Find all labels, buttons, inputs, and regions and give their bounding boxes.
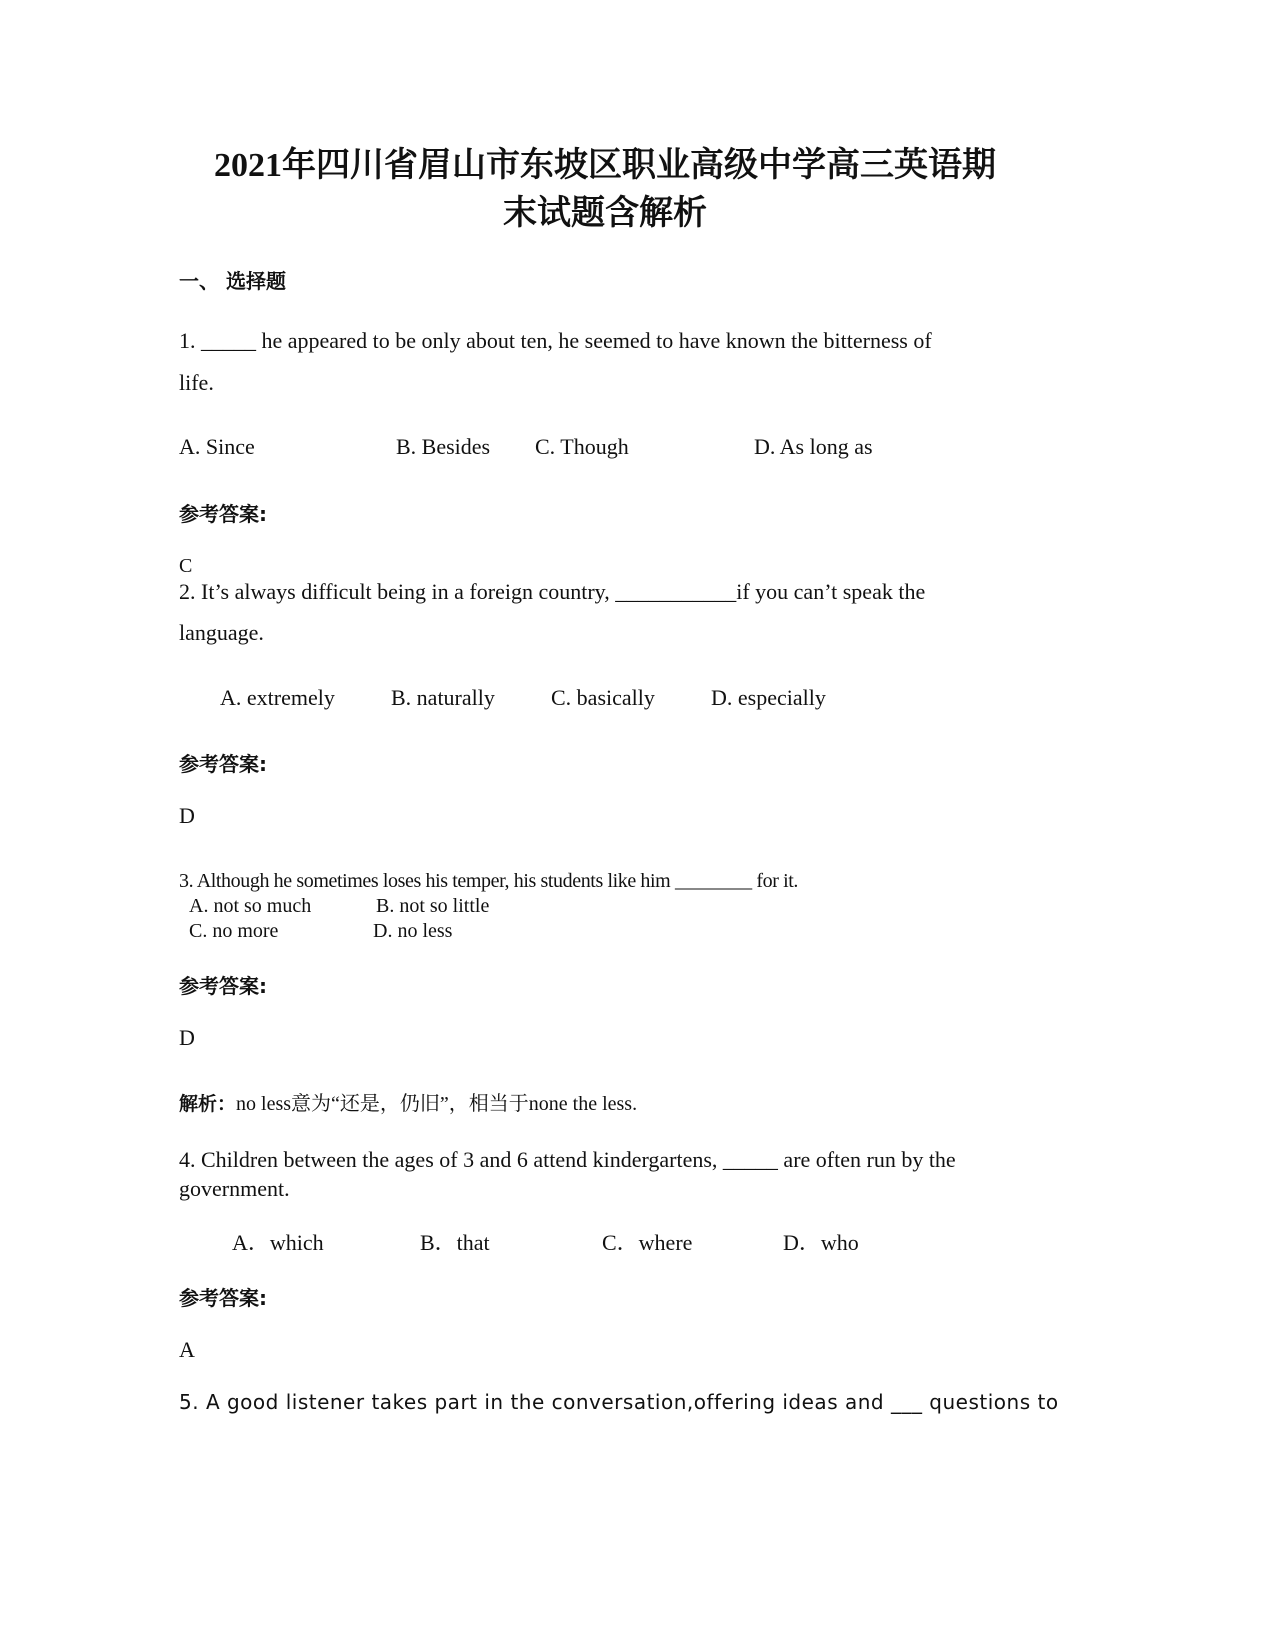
question-2-option-c: C. basically (551, 685, 655, 710)
document-title-line-2: 末试题含解析 (503, 195, 707, 232)
answer-label-3: 参考答案: (179, 974, 267, 998)
answer-label-1: 参考答案: (179, 502, 267, 526)
question-5-stem: 5. A good listener takes part in the conversation,offering ideas and ___ questions to (179, 1390, 1059, 1414)
answer-label-2: 参考答案: (179, 752, 267, 776)
question-4-option-a: A．which (232, 1230, 324, 1255)
question-1-option-b: B. Besides (396, 434, 491, 459)
question-2-stem-cont: language. (179, 620, 264, 645)
question-1-option-d: D. As long as (754, 434, 873, 459)
question-2-answer: D (179, 803, 195, 828)
question-4-option-c: C．where (602, 1230, 693, 1255)
question-1-stem-cont: life. (179, 370, 214, 395)
question-3-stem: 3. Although he sometimes loses his temper, his students like him ________ for it. (179, 870, 798, 892)
question-4-stem-cont: government. (179, 1176, 290, 1201)
question-4-option-b: B．that (420, 1230, 490, 1255)
question-1-answer: C (179, 555, 193, 577)
question-3-option-d: D. no less (373, 920, 453, 942)
analysis-text: no less意为“还是，仍旧”，相当于none the less. (236, 1093, 638, 1115)
question-2-option-d: D. especially (711, 685, 826, 710)
question-4-option-d: D．who (783, 1230, 859, 1255)
section-heading: 一、 选择题 (179, 269, 286, 293)
question-1-option-a: A. Since (179, 434, 255, 459)
analysis-label: 解析： (179, 1093, 237, 1115)
question-2-stem: 2. It’s always difficult being in a foreign country, ___________if you can’t speak the (179, 579, 926, 604)
question-3-option-b: B. not so little (376, 895, 490, 917)
document-title-line-1: 2021年四川省眉山市东坡区职业高级中学高三英语期 (214, 147, 996, 184)
question-3-option-c: C. no more (189, 920, 279, 942)
question-4-answer: A (179, 1337, 195, 1362)
question-3-analysis (179, 1091, 637, 1117)
answer-label-4: 参考答案: (179, 1286, 267, 1310)
question-2-option-b: B. naturally (391, 685, 495, 710)
question-1-stem: 1. _____ he appeared to be only about ten, he seemed to have known the bitterness of (179, 328, 932, 353)
question-3-option-a: A. not so much (189, 895, 312, 917)
question-2-option-a: A. extremely (220, 685, 335, 710)
question-3-answer: D (179, 1025, 195, 1050)
question-1-option-c: C. Though (535, 434, 629, 459)
question-4-stem: 4. Children between the ages of 3 and 6 attend kindergartens, _____ are often run by the (179, 1147, 956, 1172)
